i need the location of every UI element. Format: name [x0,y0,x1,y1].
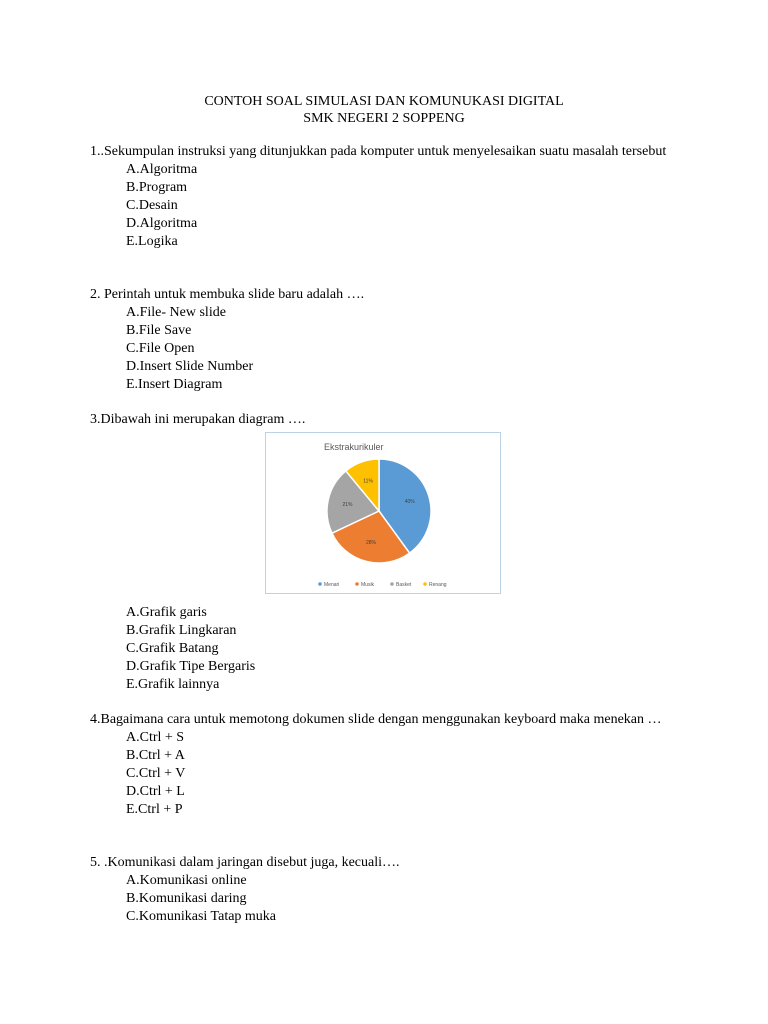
school-name: SMK NEGERI 2 SOPPENG [303,111,465,126]
question-3-option-a: A.Grafik garis [126,605,207,620]
question-4-option-c: C.Ctrl + V [126,766,186,781]
chart-legend [318,582,447,588]
question-4-text: 4.Bagaimana cara untuk memotong dokumen slide dengan menggunakan keyboard maka menekan … [90,712,662,727]
question-1-option-c: C.Desain [126,198,178,213]
document-title: CONTOH SOAL SIMULASI DAN KOMUNUKASI DIGITAL [204,94,564,109]
question-2-option-a: A.File- New slide [126,305,226,320]
question-5-options [126,872,680,926]
question-1-option-b: B.Program [126,180,188,195]
question-4-options [126,729,680,819]
legend-marker-musik [355,582,359,586]
question-1-options [126,161,680,251]
question-1 [90,143,680,251]
question-2-text: 2. Perintah untuk membuka slide baru adalah …. [90,287,365,302]
question-4-option-a: A.Ctrl + S [126,730,185,745]
legend-label-musik: Musik [361,582,375,588]
pie-label-basket: 21% [342,502,353,508]
question-3-answers [90,604,680,694]
question-3-option-b: B.Grafik Lingkaran [126,623,237,638]
question-3-text: 3.Dibawah ini merupakan diagram …. [90,412,306,427]
question-3-option-d: D.Grafik Tipe Bergaris [126,659,256,674]
question-2-option-b: B.File Save [126,323,192,338]
pie-label-menari: 40% [404,499,415,505]
question-3-options [126,604,680,694]
legend-label-menari: Menari [324,582,340,588]
question-1-option-a: A.Algoritma [126,162,198,177]
pie-label-renang: 11% [363,478,373,485]
question-1-option-e: E.Logika [126,234,178,249]
question-5-text: 5. .Komunikasi dalam jaringan disebut juga, kecuali…. [90,855,400,870]
question-4 [90,711,680,819]
legend-marker-renang [423,582,427,586]
question-5-option-b: B.Komunikasi daring [126,891,247,906]
question-4-option-b: B.Ctrl + A [126,748,185,763]
legend-label-renang: Renang [429,582,447,588]
question-2-option-c: C.File Open [126,341,195,356]
legend-marker-menari [318,582,322,586]
question-5-option-c: C.Komunikasi Tatap muka [126,909,277,924]
question-3-option-e: E.Grafik lainnya [126,677,220,692]
pie-slices [327,459,431,563]
question-2-option-e: E.Insert Diagram [126,377,223,392]
question-2-option-d: D.Insert Slide Number [126,359,254,374]
question-4-option-d: D.Ctrl + L [126,784,185,799]
question-5 [90,854,680,926]
question-3 [90,411,680,429]
legend-label-basket: Basket [396,582,412,588]
question-3-option-c: C.Grafik Batang [126,641,219,656]
pie-chart-svg [266,433,499,592]
question-2 [90,286,680,394]
pie-label-musik: 28% [365,540,377,547]
document-header [0,93,768,127]
pie-chart [265,432,501,594]
chart-title: Ekstrakurikuler [324,442,384,452]
question-1-text: 1..Sekumpulan instruksi yang ditunjukkan pada komputer untuk menyelesaikan suatu masalah tersebut [90,144,667,159]
question-4-option-e: E.Ctrl + P [126,802,183,817]
legend-marker-basket [390,582,394,586]
question-5-option-a: A.Komunikasi online [126,873,247,888]
question-2-options [126,304,680,394]
question-1-option-d: D.Algoritma [126,216,198,231]
